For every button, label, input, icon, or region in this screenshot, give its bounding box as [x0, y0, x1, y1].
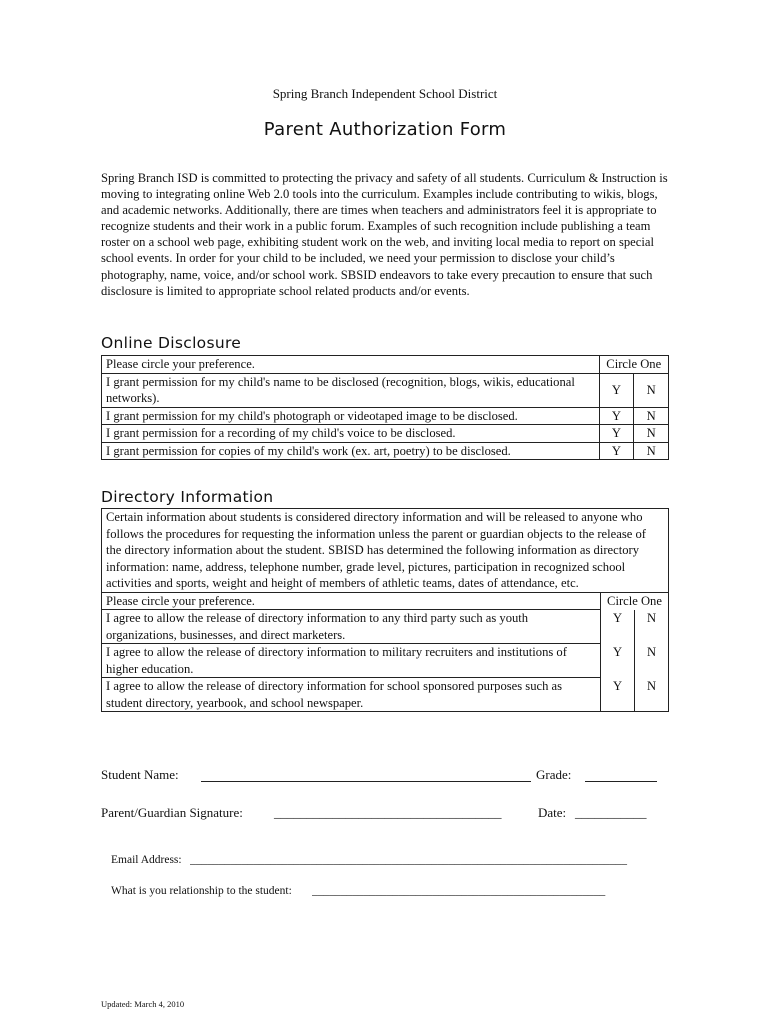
online-row-yes[interactable]: Y: [599, 442, 634, 460]
table-row: [102, 442, 669, 460]
email-label: Email Address:: [111, 854, 182, 866]
table-row: [102, 373, 669, 407]
email-field[interactable]: ____________________________________________________________________________: [190, 854, 627, 866]
relationship-field[interactable]: ___________________________________________________: [312, 885, 606, 897]
district-name: Spring Branch Independent School District: [272, 86, 498, 101]
date-field[interactable]: ___________: [575, 805, 647, 820]
signature-label: Parent/Guardian Signature:: [101, 805, 243, 820]
table-row: [102, 407, 669, 425]
directory-description: Certain information about students is considered directory information and will be released to anyone who follows the procedures for requesting the information unless the parent or guardian objects to the release of the directory information about the student. SBISD has determined the following information as directory information: name, address, telephone number, grade level, pictures, participation in recognized school activities and sports, weight and height of members of athletic teams, dates of attendance, etc.: [102, 509, 669, 593]
directory-row-no[interactable]: N: [635, 610, 669, 644]
table-row: [102, 356, 669, 374]
table-row: [102, 610, 669, 644]
grade-field[interactable]: [585, 781, 657, 782]
online-row-yes[interactable]: Y: [599, 373, 634, 407]
online-row-text: I grant permission for a recording of my child's voice to be disclosed.: [102, 425, 600, 443]
online-row-no[interactable]: N: [634, 442, 669, 460]
online-row-yes[interactable]: Y: [599, 407, 634, 425]
directory-row-no[interactable]: N: [635, 644, 669, 678]
online-row-no[interactable]: N: [634, 373, 669, 407]
online-circle-one-label: Circle One: [599, 356, 668, 374]
directory-row-yes[interactable]: Y: [601, 644, 635, 678]
table-row: [102, 644, 669, 678]
updated-date: Updated: March 4, 2010: [101, 999, 185, 1009]
student-name-label: Student Name:: [101, 767, 179, 782]
relationship-label: What is you relationship to the student:: [111, 885, 292, 897]
table-row: [102, 425, 669, 443]
directory-row-yes[interactable]: Y: [601, 610, 635, 644]
directory-information-table: [101, 508, 669, 712]
online-row-no[interactable]: N: [634, 425, 669, 443]
grade-label: Grade:: [536, 767, 572, 782]
date-label: Date:: [538, 805, 567, 820]
online-row-text: I grant permission for my child's photograph or videotaped image to be disclosed.: [102, 407, 600, 425]
table-row: [102, 678, 669, 712]
online-prompt: Please circle your preference.: [102, 356, 600, 374]
form-title: Parent Authorization Form: [263, 119, 507, 140]
directory-row-text: I agree to allow the release of directory information to any third party such as youth organizations, businesses, and direct marketers.: [102, 610, 601, 644]
online-row-yes[interactable]: Y: [599, 425, 634, 443]
directory-prompt: Please circle your preference.: [102, 592, 601, 610]
directory-row-text: I agree to allow the release of directory information for school sponsored purposes such as student directory, yearbook, and school newspaper.: [102, 678, 601, 712]
directory-circle-one-label: Circle One: [601, 592, 669, 610]
directory-row-yes[interactable]: Y: [601, 678, 635, 712]
directory-row-text: I agree to allow the release of directory information to military recruiters and institutions of higher education.: [102, 644, 601, 678]
online-row-text: I grant permission for copies of my child's work (ex. art, poetry) to be disclosed.: [102, 442, 600, 460]
student-name-field[interactable]: [201, 781, 531, 782]
table-row: [102, 509, 669, 593]
table-row: [102, 592, 669, 610]
directory-row-no[interactable]: N: [635, 678, 669, 712]
intro-paragraph: Spring Branch ISD is committed to protecting the privacy and safety of all students. Curriculum & Instruction is moving to integrating online Web 2.0 tools into the curriculum. Examples include contributing to wikis, blogs, and academic networks. Additionally, there are times when teachers and administrators feel it is appropriate to recognize students and their work in a public forum. Examples of such recognition include publishing a team roster on a school web page, exhibiting student work on the web, and inviting local media to report on special school events. In order for your child to be included, we need your permission to disclose your child’s photography, name, voice, and/or school work. SBSID endeavors to take every precaution to ensure that such disclosure is limited to appropriate school related products and/or events.: [101, 171, 668, 298]
online-disclosure-heading: Online Disclosure: [101, 334, 242, 352]
online-row-text: I grant permission for my child's name to be disclosed (recognition, blogs, wikis, educational networks).: [102, 373, 600, 407]
online-disclosure-table: [101, 355, 669, 460]
directory-information-heading: Directory Information: [101, 488, 274, 506]
signature-field[interactable]: ___________________________________: [274, 805, 502, 820]
online-row-no[interactable]: N: [634, 407, 669, 425]
